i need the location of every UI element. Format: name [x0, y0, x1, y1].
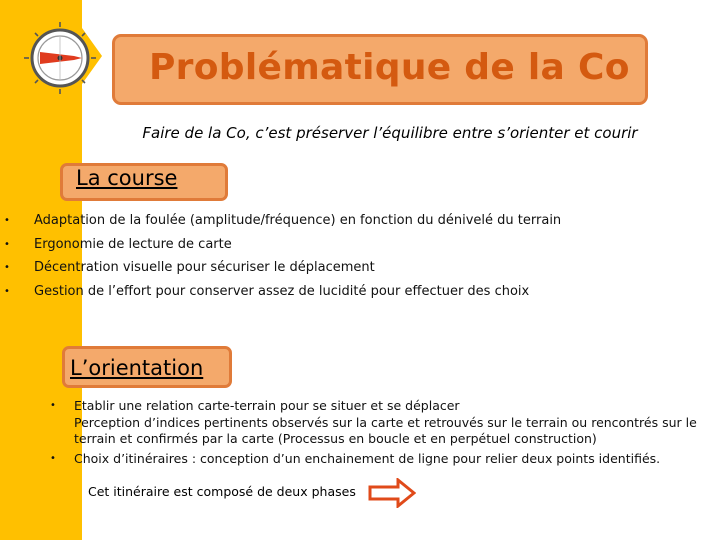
list-item: [4, 209, 562, 233]
title-banner: [112, 34, 648, 105]
right-arrow-icon: [368, 478, 416, 508]
list-item-text: Perception d’indices pertinents observés sur la carte et retrouvés sur le terrain ou rencontrés sur le: [74, 414, 697, 430]
list-item: [4, 256, 561, 280]
course-heading: La course: [76, 166, 178, 190]
bullet-icon: •: [50, 400, 56, 411]
list-item-text: Gestion de l’effort pour conserver assez de lucidité pour effectuer des choix: [34, 283, 530, 299]
subtitle: Faire de la Co, c’est préserver l’équilibre entre s’orienter et courir: [142, 124, 638, 142]
list-item-text: Adaptation de la foulée (amplitude/fréquence) en fonction du dénivelé du terrain: [34, 213, 562, 228]
compass-icon: [16, 16, 106, 96]
bullet-icon: •: [4, 262, 10, 273]
bullet-icon: •: [4, 215, 10, 226]
orientation-heading: L’orientation: [70, 356, 204, 380]
list-item-text: Choix d’itinéraires : conception d’un enchainement de ligne pour relier deux points identifiés.: [74, 450, 661, 466]
list-item-text: Etablir une relation carte-terrain pour se situer et se déplacer: [74, 398, 460, 413]
list-item-text: Ergonomie de lecture de carte: [34, 236, 232, 252]
page-title: Problématique de la Co: [149, 47, 630, 88]
list-item: [50, 450, 697, 468]
phases-text: Cet itinéraire est composé de deux phases: [88, 484, 356, 499]
bullet-icon: •: [4, 238, 10, 250]
list-item: [4, 280, 561, 304]
orientation-list: [50, 398, 697, 467]
list-item: [4, 233, 561, 257]
bullet-icon: •: [4, 285, 10, 297]
list-item-text: terrain et confirmés par la carte (Processus en boucle et en perpétuel construction): [74, 431, 597, 446]
list-item: [50, 398, 697, 448]
list-item-text: Décentration visuelle pour sécuriser le déplacement: [34, 260, 375, 275]
bullet-icon: •: [50, 452, 56, 464]
course-list: [4, 209, 562, 303]
